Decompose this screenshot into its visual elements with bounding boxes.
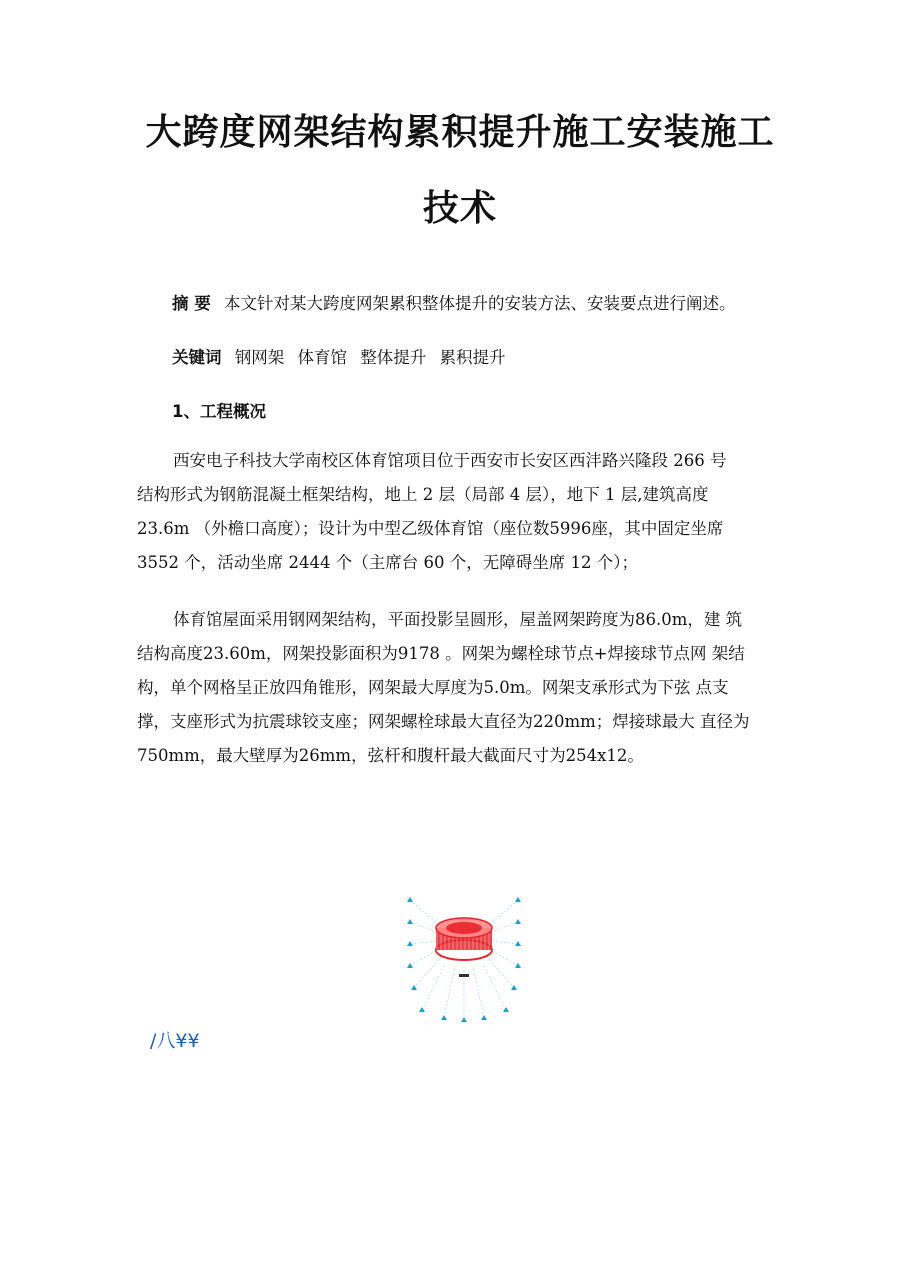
lifting-point-icon bbox=[419, 1007, 425, 1012]
lifting-point-icon bbox=[503, 1007, 509, 1012]
lifting-point-icon bbox=[515, 963, 521, 968]
lifting-point-icon bbox=[407, 919, 413, 924]
document-title-line-1: 大跨度网架结构累积提升施工安装施工 bbox=[145, 112, 775, 153]
lifting-point-icon bbox=[511, 985, 517, 990]
section-heading: 1、工程概况 bbox=[172, 402, 266, 421]
keywords-label: 关键词 bbox=[172, 348, 222, 367]
lifting-point-icon bbox=[515, 897, 521, 902]
lifting-point-icon bbox=[411, 985, 417, 990]
lifting-cable bbox=[410, 900, 440, 925]
abstract bbox=[172, 290, 736, 314]
lifting-cable bbox=[483, 964, 506, 1010]
lifting-point-icon bbox=[407, 963, 413, 968]
lifting-cable bbox=[473, 967, 484, 1018]
lifting-cable bbox=[488, 900, 518, 925]
keyword: 累积提升 bbox=[439, 348, 506, 367]
space-frame-lifting-figure bbox=[404, 892, 524, 1024]
keyword: 整体提升 bbox=[360, 348, 427, 367]
paragraph-line: 结构高度23.60m，网架投影面积为9178 。网架为螺栓球节点+焊接球节点网 架结 bbox=[137, 644, 745, 663]
paragraph-line: 体育馆屋面采用钢网架结构，平面投影呈圆形，屋盖网架跨度为86.0m，建 筑 bbox=[173, 610, 743, 629]
lifting-point-icon bbox=[461, 1017, 467, 1022]
figure-caption: /八¥¥ bbox=[150, 1030, 200, 1052]
lifting-point-icon bbox=[407, 941, 413, 946]
paragraph-project-overview bbox=[137, 444, 793, 580]
paragraph-line: 23.6m （外檐口高度）；设计为中型乙级体育馆（座位数5996座，其中固定坐席 bbox=[137, 519, 724, 538]
lifting-cable bbox=[444, 967, 455, 1018]
paragraph-line: 750mm，最大壁厚为26mm，弦杆和腹杆最大截面尺寸为254x12。 bbox=[137, 746, 644, 765]
lifting-point-icon bbox=[407, 897, 413, 902]
lifting-cable bbox=[422, 964, 445, 1010]
abstract-label: 摘 要 bbox=[172, 294, 211, 313]
lifting-cable bbox=[410, 941, 440, 944]
label-mark bbox=[459, 974, 469, 977]
lifting-cable bbox=[410, 922, 440, 933]
paragraph-line: 结构形式为钢筋混凝土框架结构，地上 2 层（局部 4 层），地下 1 层,建筑高度 bbox=[137, 485, 709, 504]
keyword: 钢网架 bbox=[234, 348, 285, 367]
paragraph-roof-structure bbox=[137, 603, 793, 773]
paragraph-line: 撑，支座形式为抗震球铰支座；网架螺栓球最大直径为220mm；焊接球最大 直径为 bbox=[137, 712, 750, 731]
lifting-point-icon bbox=[515, 919, 521, 924]
paragraph-line: 构，单个网格呈正放四角锥形，网架最大厚度为5.0m。网架支承形式为下弦 点支 bbox=[137, 678, 729, 697]
lifting-point-icon bbox=[515, 941, 521, 946]
paragraph-line: 3552 个，活动坐席 2444 个（主席台 60 个，无障碍坐席 12 个）； bbox=[137, 553, 638, 572]
abstract-text: 本文针对某大跨度网架累积整体提升的安装方法、安装要点进行阐述。 bbox=[224, 294, 736, 313]
document-title-line-2: 技术 bbox=[422, 188, 497, 229]
lifting-point-icon bbox=[441, 1015, 447, 1020]
lifting-point-icon bbox=[481, 1015, 487, 1020]
keywords bbox=[172, 344, 506, 368]
paragraph-line: 西安电子科技大学南校区体育馆项目位于西安市长安区西沣路兴隆段 266 号 bbox=[173, 451, 727, 470]
circular-space-frame-icon bbox=[436, 918, 493, 960]
keyword: 体育馆 bbox=[297, 348, 347, 367]
